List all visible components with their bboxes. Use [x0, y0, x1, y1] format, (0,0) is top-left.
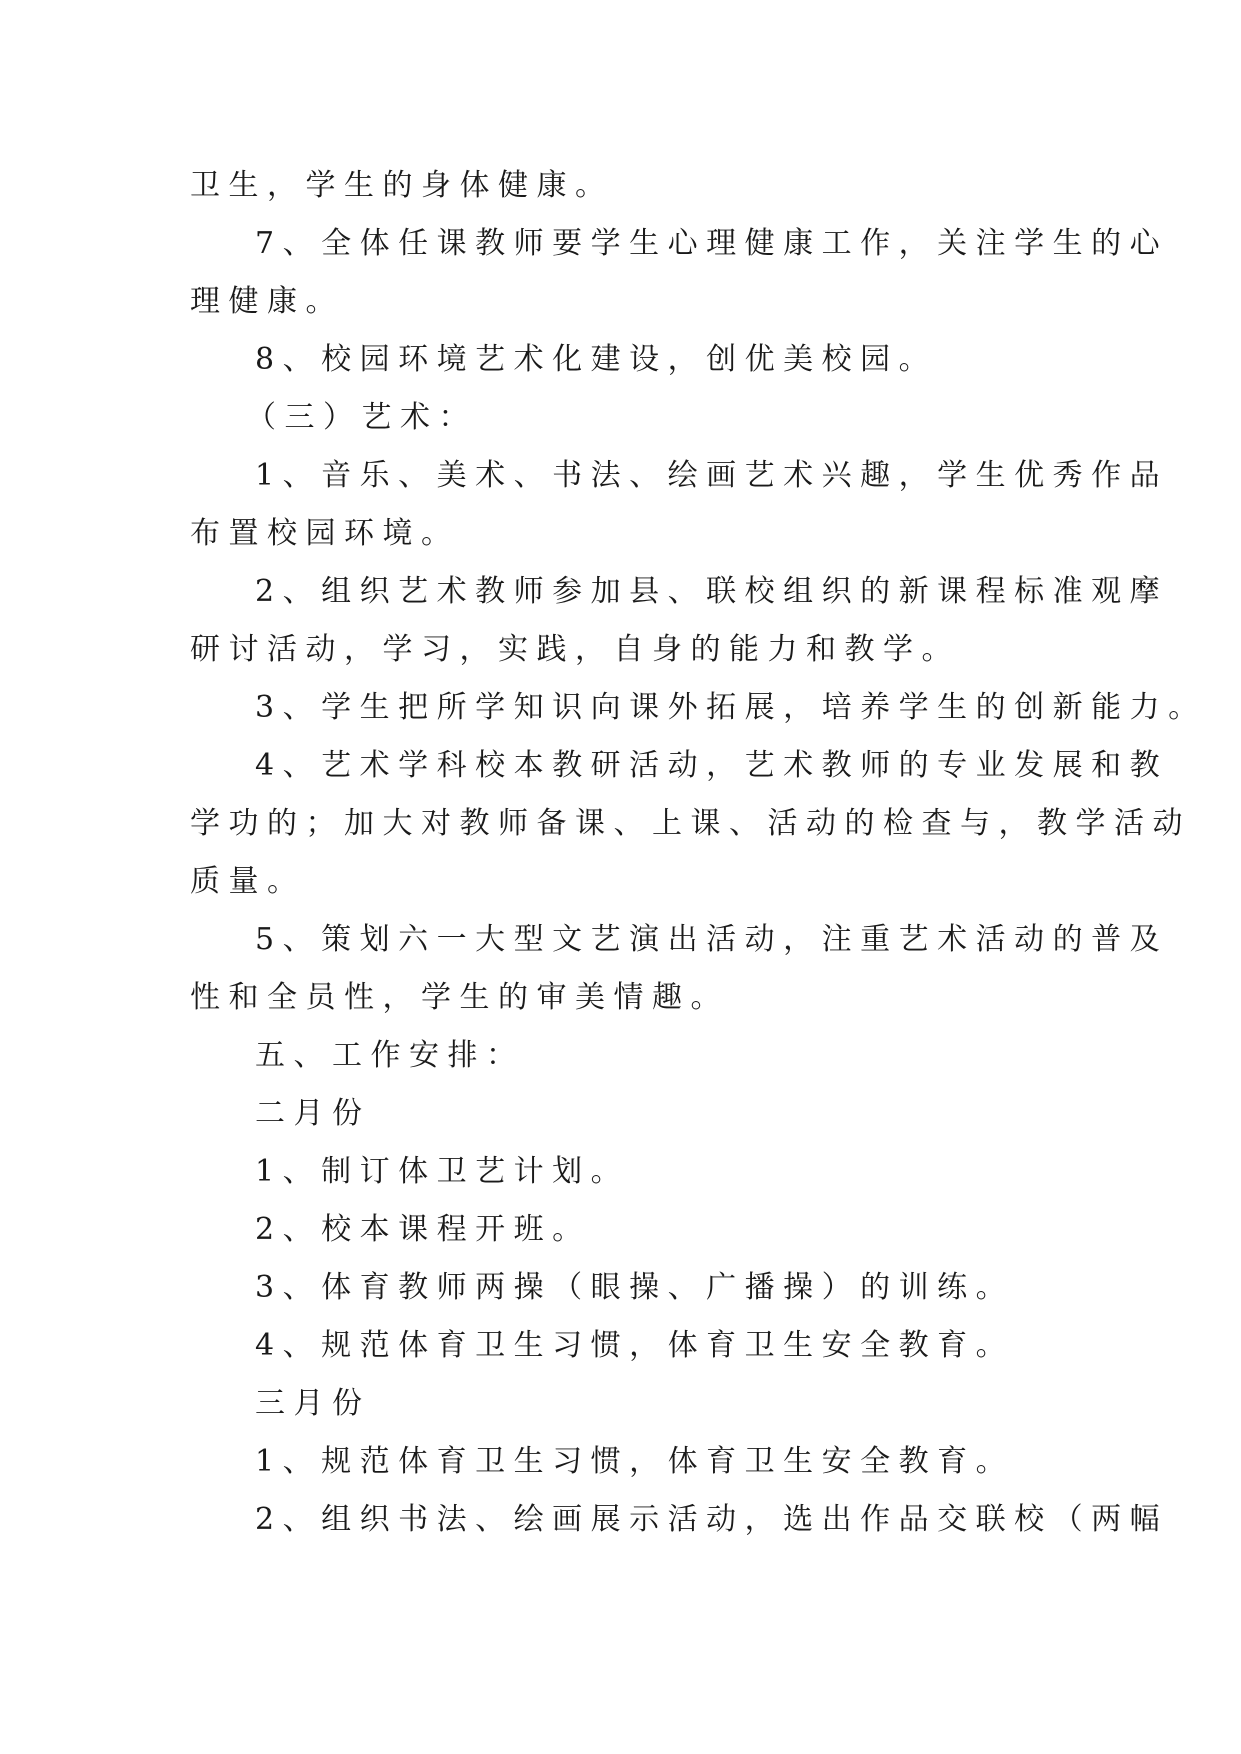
text-line: 质量。 [190, 864, 306, 899]
section-heading: 五、工作安排： [255, 1038, 525, 1073]
text-line: 8、校园环境艺术化建设，创优美校园。 [255, 342, 938, 377]
text-line: 布置校园环境。 [190, 516, 460, 551]
month-heading: 三月份 [255, 1386, 371, 1421]
text-line: 理健康。 [190, 284, 344, 319]
text-line: 卫生，学生的身体健康。 [190, 168, 614, 203]
text-line: 5、策划六一大型文艺演出活动，注重艺术活动的普及 [255, 922, 1169, 957]
text-line: 7、全体任课教师要学生心理健康工作，关注学生的心 [255, 226, 1169, 261]
section-heading: （三）艺术： [246, 400, 477, 435]
text-line: 1、规范体育卫生习惯，体育卫生安全教育。 [255, 1444, 1015, 1479]
text-line: 3、体育教师两操（眼操、广播操）的训练。 [255, 1270, 1015, 1305]
text-line: 1、音乐、美术、书法、绘画艺术兴趣，学生优秀作品 [255, 458, 1169, 493]
text-line: 3、学生把所学知识向课外拓展，培养学生的创新能力。 [255, 690, 1207, 725]
text-line: 2、组织艺术教师参加县、联校组织的新课程标准观摩 [255, 574, 1169, 609]
month-heading: 二月份 [255, 1096, 371, 1131]
text-line: 性和全员性，学生的审美情趣。 [190, 980, 729, 1015]
text-line: 2、校本课程开班。 [255, 1212, 591, 1247]
text-line: 4、规范体育卫生习惯，体育卫生安全教育。 [255, 1328, 1015, 1363]
text-line: 研讨活动，学习，实践，自身的能力和教学。 [190, 632, 960, 667]
text-line: 2、组织书法、绘画展示活动，选出作品交联校（两幅 [255, 1502, 1169, 1537]
text-line: 4、艺术学科校本教研活动，艺术教师的专业发展和教 [255, 748, 1169, 783]
text-line: 1、制订体卫艺计划。 [255, 1154, 630, 1189]
text-line: 学功的；加大对教师备课、上课、活动的检查与，教学活动 [190, 806, 1191, 841]
